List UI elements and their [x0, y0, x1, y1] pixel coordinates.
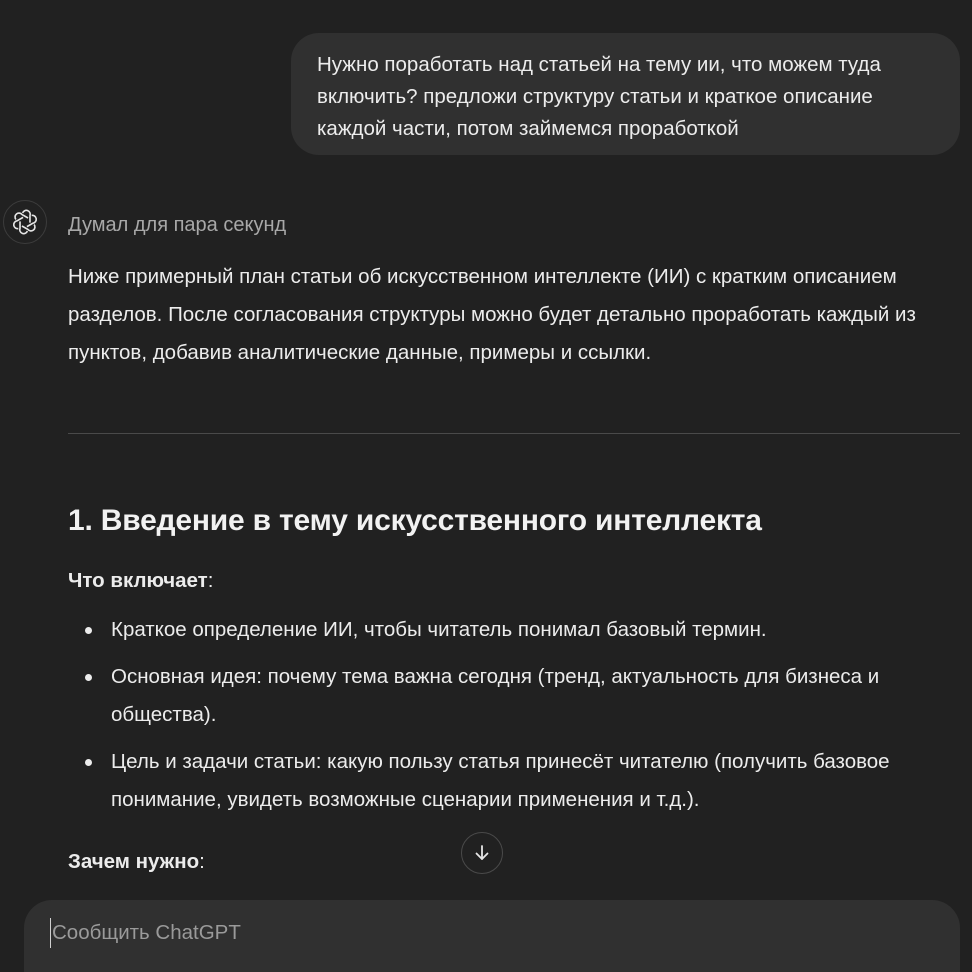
section-number: 1. [68, 504, 93, 537]
assistant-avatar [3, 200, 47, 244]
arrow-down-icon [472, 843, 492, 863]
list-item: Краткое определение ИИ, чтобы читатель понимал базовый термин. [0, 611, 972, 649]
bullet-list [0, 611, 972, 828]
assistant-intro: Ниже примерный план статьи об искусственном интеллекте (ИИ) с кратким описанием разделов. После согласования структуры можно будет детально проработать каждый из пунктов, добавив аналитические данные, примеры и ссылки. [68, 265, 916, 364]
list-item: Основная идея: почему тема важна сегодня (тренд, актуальность для бизнеса и общества). [0, 658, 972, 734]
section-title: Введение в тему искусственного интеллекта [100, 504, 762, 537]
includes-label-text: Что включает [68, 569, 208, 592]
message-input[interactable] [50, 918, 912, 948]
divider [68, 433, 960, 434]
scroll-to-bottom-button[interactable] [461, 832, 503, 874]
message-composer [24, 900, 960, 972]
section-heading [68, 500, 762, 542]
user-message-bubble [291, 33, 960, 155]
why-label-text: Зачем нужно [68, 850, 200, 873]
user-message-text: Нужно поработать над статьей на тему ии, что можем туда включить? предложи структуру статьи и краткое описание каждой части, потом займемся проработкой [317, 53, 881, 140]
chatgpt-logo-icon [12, 209, 38, 235]
includes-label: Что включает: [68, 569, 214, 592]
why-label: Зачем нужно: [68, 850, 205, 873]
thought-toggle[interactable] [68, 210, 286, 240]
list-item: Цель и задачи статьи: какую пользу статья принесёт читателю (получить базовое понимание, увидеть возможные сценарии применения и т.д.). [0, 743, 972, 819]
thought-label: Думал для пара секунд [68, 214, 287, 236]
